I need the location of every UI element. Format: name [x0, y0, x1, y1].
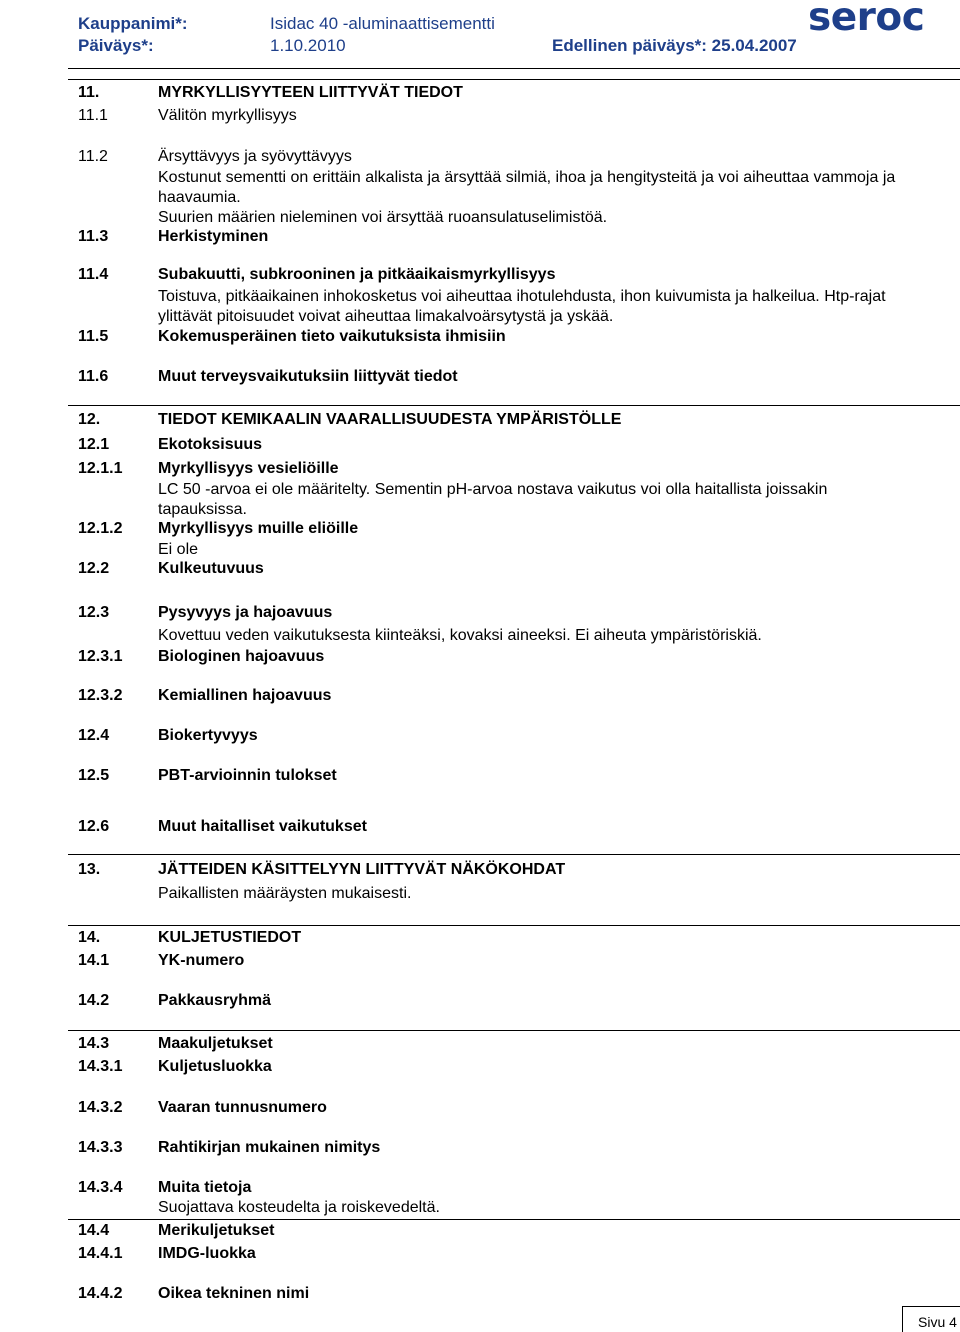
section-number: 12.1 [78, 436, 110, 453]
text-line: Suojattava kosteudelta ja roiskevedeltä. [158, 1199, 440, 1216]
section-number: 12.1.2 [78, 520, 123, 537]
product-name-value: Isidac 40 -aluminaattisementti [270, 14, 495, 33]
text-line: Kovettuu veden vaikutuksesta kiinteäksi, kovaksi aineeksi. Ei aiheuta ympäristöriskiä. [158, 627, 762, 644]
section-title: KULJETUSTIEDOT [158, 929, 302, 946]
date-value: 1.10.2010 [270, 36, 346, 55]
section-number: 14.3.2 [78, 1099, 123, 1116]
section-number: 12.1.1 [78, 460, 123, 477]
section-title: Oikea tekninen nimi [158, 1285, 310, 1302]
section-number: 14.1 [78, 952, 110, 969]
section-number: 12.3.1 [78, 648, 123, 665]
product-name-label: Kauppanimi*: [78, 14, 188, 33]
header-rule [68, 68, 960, 69]
section-number: 12. [78, 411, 101, 428]
section-number: 14. [78, 929, 101, 946]
section-number: 14.3.4 [78, 1179, 123, 1196]
page-number: Sivu 4 [918, 1314, 957, 1330]
section-title: Pakkausryhmä [158, 992, 271, 1009]
section-title: Kokemusperäinen tieto vaikutuksista ihmisiin [158, 328, 506, 345]
section-number: 14.3.3 [78, 1139, 123, 1156]
section-title: Muut terveysvaikutuksiin liittyvät tiedot [158, 368, 458, 385]
section-title: Maakuljetukset [158, 1035, 273, 1052]
section-text [158, 884, 958, 904]
section-number: 11.5 [78, 328, 109, 345]
section-number: 13. [78, 861, 101, 878]
section-title: Subakuutti, subkrooninen ja pitkäaikaismyrkyllisyys [158, 266, 556, 283]
section-title: Muut haitalliset vaikutukset [158, 818, 367, 835]
section-number: 14.3.1 [78, 1058, 123, 1075]
text-line: LC 50 -arvoa ei ole määritelty. Sementin pH-arvoa nostava vaikutus voi olla haitallista joissakin [158, 481, 828, 498]
section-title: MYRKYLLISYYTEEN LIITTYVÄT TIEDOT [158, 84, 463, 101]
section-title: Myrkyllisyys muille eliöille [158, 520, 359, 537]
text-line: Toistuva, pitkäaikainen inhokosketus voi aiheuttaa ihotulehdusta, ihon kuivumista ja halkeilua. Htp-rajat [158, 288, 886, 305]
date-label: Päiväys*: [78, 36, 154, 55]
section-number: 11.3 [78, 228, 109, 245]
section-title: Pysyvyys ja hajoavuus [158, 604, 333, 621]
section-text [158, 1198, 958, 1218]
previous-date: Edellinen päiväys*: 25.04.2007 [552, 36, 797, 55]
section-rule [68, 925, 960, 926]
section-number: 14.4.1 [78, 1245, 123, 1262]
section-title: Herkistyminen [158, 228, 269, 245]
section-text [158, 287, 958, 327]
section-title: IMDG-luokka [158, 1245, 256, 1262]
section-number: 11.6 [78, 368, 109, 385]
text-line: Paikallisten määräysten mukaisesti. [158, 885, 412, 902]
section-title: Muita tietoja [158, 1179, 252, 1196]
text-line: Suurien määrien nieleminen voi ärsyttää ruoansulatuselimistöä. [158, 209, 608, 226]
section-number: 11.1 [78, 107, 108, 124]
section-number: 11. [78, 84, 100, 101]
section-rule [68, 405, 960, 406]
section-number: 12.2 [78, 560, 110, 577]
section-title: Välitön myrkyllisyys [158, 107, 297, 124]
section-title: Ärsyttävyys ja syövyttävyys [158, 148, 352, 165]
text-line: ylittävät pitoisuudet voivat aiheuttaa limakalvoärsytystä ja yskää. [158, 308, 614, 325]
section-number: 12.3.2 [78, 687, 123, 704]
section-number: 12.6 [78, 818, 110, 835]
section-title: YK-numero [158, 952, 245, 969]
section-rule [68, 79, 960, 80]
section-text [158, 540, 958, 560]
section-number: 14.2 [78, 992, 110, 1009]
section-number: 12.4 [78, 727, 110, 744]
section-rule [68, 1030, 960, 1031]
section-title: Myrkyllisyys vesieliöille [158, 460, 339, 477]
section-rule [68, 1219, 960, 1220]
section-title: TIEDOT KEMIKAALIN VAARALLISUUDESTA YMPÄRISTÖLLE [158, 411, 622, 428]
section-title: Biokertyvyys [158, 727, 258, 744]
text-line: Kostunut sementti on erittäin alkalista ja ärsyttää silmiä, ihoa ja hengitysteitä ja voi aiheuttaa vammoja ja [158, 169, 896, 186]
section-number: 14.3 [78, 1035, 110, 1052]
section-number: 12.5 [78, 767, 110, 784]
section-title: Biologinen hajoavuus [158, 648, 325, 665]
text-line: Ei ole [158, 541, 199, 558]
section-title: Ekotoksisuus [158, 436, 263, 453]
section-title: JÄTTEIDEN KÄSITTELYYN LIITTYVÄT NÄKÖKOHDAT [158, 861, 566, 878]
section-number: 11.4 [78, 266, 109, 283]
section-text [158, 480, 958, 520]
section-title: Rahtikirjan mukainen nimitys [158, 1139, 381, 1156]
section-title: Kuljetusluokka [158, 1058, 272, 1075]
section-title: Kemiallinen hajoavuus [158, 687, 332, 704]
section-number: 11.2 [78, 148, 108, 165]
section-title: Kulkeutuvuus [158, 560, 264, 577]
text-line: haavaumia. [158, 189, 241, 206]
section-number: 14.4.2 [78, 1285, 123, 1302]
text-line: tapauksissa. [158, 501, 247, 518]
section-title: PBT-arvioinnin tulokset [158, 767, 337, 784]
section-text [158, 168, 958, 228]
section-title: Vaaran tunnusnumero [158, 1099, 327, 1116]
section-text [158, 626, 958, 646]
section-number: 12.3 [78, 604, 110, 621]
section-rule [68, 854, 960, 855]
section-number: 14.4 [78, 1222, 110, 1239]
section-title: Merikuljetukset [158, 1222, 275, 1239]
seroc-logo: seroc [808, 0, 925, 40]
